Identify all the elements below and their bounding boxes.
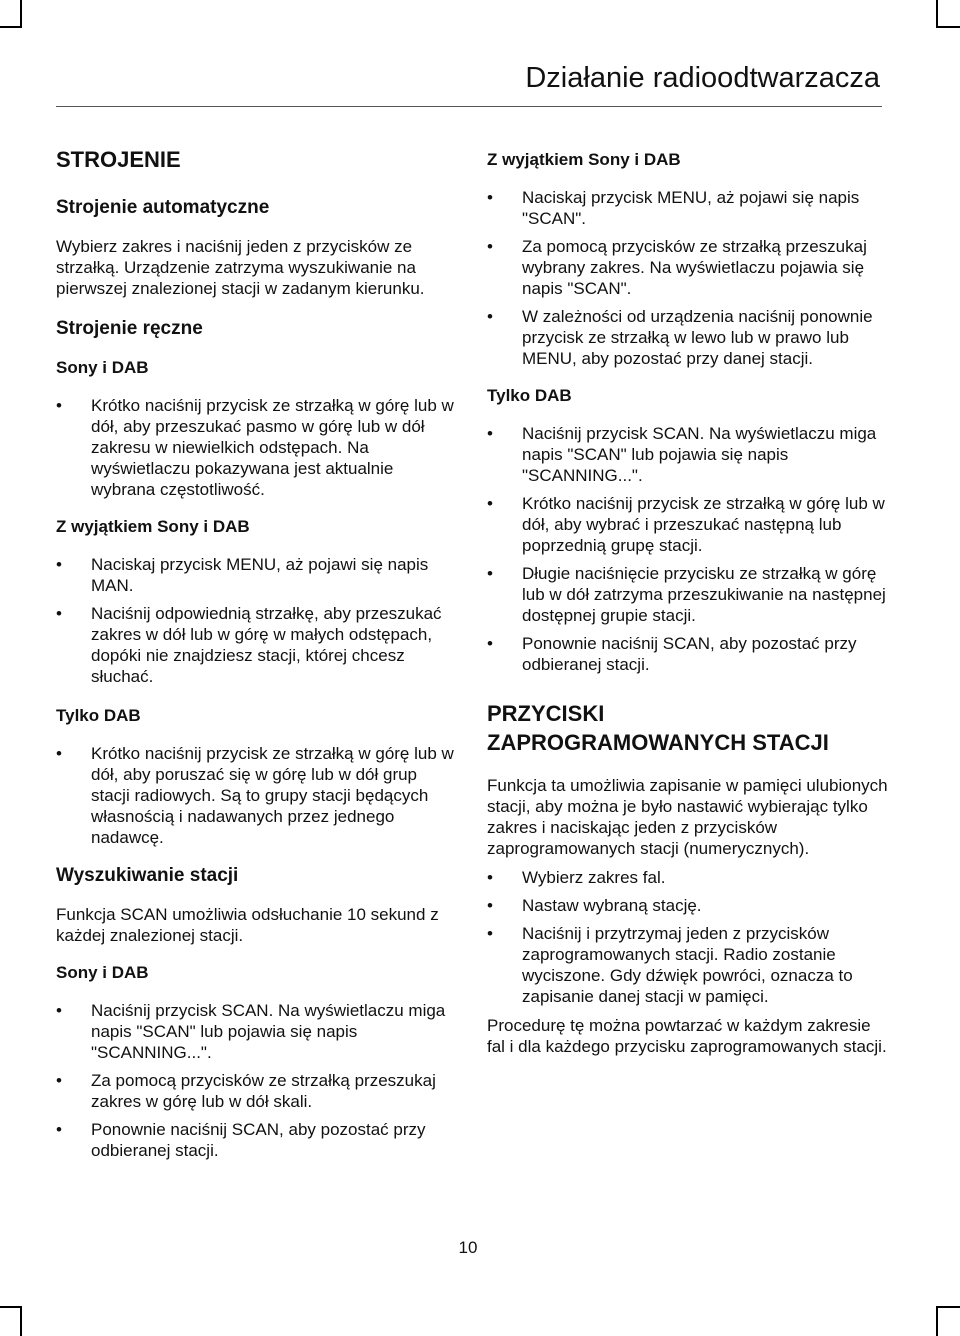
crop-mark-top-right bbox=[936, 0, 938, 28]
crop-mark-top-left-h bbox=[0, 26, 22, 28]
list-item: • Naciśnij przycisk SCAN. Na wyświetlaczu miga napis "SCAN" lub pojawia się napis "SCANNING...". bbox=[487, 424, 877, 485]
bullet-icon: • bbox=[487, 188, 493, 207]
subsection-title-manual: Strojenie ręczne bbox=[56, 318, 203, 339]
list-item: • Naciśnij przycisk SCAN. Na wyświetlaczu miga napis "SCAN" lub pojawia się napis "SCANNING...". bbox=[56, 1001, 446, 1062]
crop-mark-top-left bbox=[20, 0, 22, 28]
bullet-list-manual-dab bbox=[56, 743, 460, 848]
auto-paragraph: Wybierz zakres i naciśnij jeden z przycisków ze strzałką. Urządzenie zatrzyma wyszukiwanie na pierwszej znalezionej stacji w zadanym kierunku. bbox=[56, 237, 425, 298]
heading-scan-sony-dab: Sony i DAB bbox=[56, 963, 149, 982]
list-item: • Naciskaj przycisk MENU, aż pojawi się napis MAN. bbox=[56, 555, 429, 595]
bullet-icon: • bbox=[487, 494, 493, 513]
bullet-list-manual-except bbox=[56, 554, 460, 687]
bullet-list-presets bbox=[487, 867, 891, 1007]
bullet-icon: • bbox=[487, 868, 493, 887]
list-item: • Krótko naciśnij przycisk ze strzałką w górę lub w dół, aby wybrać i przeszukać następną lub poprzednią grupę stacji. bbox=[487, 494, 885, 555]
subsection-title-scan: Wyszukiwanie stacji bbox=[56, 865, 239, 886]
bullet-icon: • bbox=[487, 307, 493, 326]
crop-mark-bottom-right bbox=[936, 1306, 938, 1336]
bullet-icon: • bbox=[56, 555, 62, 574]
bullet-icon: • bbox=[487, 564, 493, 583]
section-title-presets-line2: ZAPROGRAMOWANYCH STACJI bbox=[487, 730, 829, 755]
section-title-presets-line1: PRZYCISKI bbox=[487, 701, 605, 726]
heading-sony-dab: Sony i DAB bbox=[56, 358, 149, 377]
list-item: • Krótko naciśnij przycisk ze strzałką w górę lub w dół, aby przeszukać pasmo w górę lub w dół zakresu w niewielkich odstępach. Na wyświetlaczu pokazywana jest aktualnie wybrana częstotliwość. bbox=[56, 396, 454, 499]
bullet-list-right-except bbox=[487, 187, 891, 369]
list-item: • Długie naciśnięcie przycisku ze strzałką w górę lub w dół zatrzyma przeszukiwanie na następnej dostępnej grupie stacji. bbox=[487, 564, 886, 625]
bullet-list-manual-sony-dab bbox=[56, 395, 460, 500]
list-item: • Naciśnij odpowiednią strzałkę, aby przeszukać zakres w dół lub w górę w małych odstępach, dopóki nie znajdziesz stacji, której chcesz słuchać. bbox=[56, 604, 442, 686]
page-header-title: Działanie radioodtwarzacza bbox=[525, 62, 880, 94]
crop-mark-bottom-left-h bbox=[0, 1306, 22, 1308]
presets-intro: Funkcja ta umożliwia zapisanie w pamięci ulubionych stacji, aby można je było nastawić wybierając tylko zakres i naciskając jeden z przycisków zaprogramowanych stacji (numerycznych). bbox=[487, 776, 888, 858]
bullet-icon: • bbox=[487, 896, 493, 915]
right-column bbox=[487, 146, 891, 1057]
presets-outro: Procedurę tę można powtarzać w każdym zakresie fal i dla każdego przycisku zaprogramowanych stacji. bbox=[487, 1016, 887, 1056]
bullet-icon: • bbox=[487, 237, 493, 256]
bullet-icon: • bbox=[56, 1001, 62, 1020]
list-item: • Nastaw wybraną stację. bbox=[487, 896, 702, 915]
heading-right-except-sony-dab: Z wyjątkiem Sony i DAB bbox=[487, 150, 681, 169]
list-item: • Wybierz zakres fal. bbox=[487, 868, 666, 887]
bullet-list-scan-sony-dab bbox=[56, 1000, 460, 1161]
bullet-list-right-dab bbox=[487, 423, 891, 675]
list-item: • Za pomocą przycisków ze strzałką przeszukaj wybrany zakres. Na wyświetlaczu pojawia się napis "SCAN". bbox=[487, 237, 867, 298]
crop-mark-top-right-h bbox=[936, 26, 960, 28]
bullet-icon: • bbox=[487, 634, 493, 653]
bullet-icon: • bbox=[56, 1120, 62, 1139]
list-item: • Ponownie naciśnij SCAN, aby pozostać przy odbieranej stacji. bbox=[487, 634, 857, 674]
list-item: • Za pomocą przycisków ze strzałką przeszukaj zakres w górę lub w dół skali. bbox=[56, 1071, 436, 1111]
scan-paragraph: Funkcja SCAN umożliwia odsłuchanie 10 sekund z każdej znalezionej stacji. bbox=[56, 905, 439, 945]
list-item: • W zależności od urządzenia naciśnij ponownie przycisk ze strzałką w lewo lub w prawo lub MENU, aby pozostać przy danej stacji. bbox=[487, 307, 873, 368]
header-rule bbox=[56, 106, 882, 107]
list-item: • Naciśnij i przytrzymaj jeden z przycisków zaprogramowanych stacji. Radio zostanie wyciszone. Gdy dźwięk powróci, oznacza to zapisanie danej stacji w pamięci. bbox=[487, 924, 853, 1006]
subsection-title-auto: Strojenie automatyczne bbox=[56, 197, 270, 218]
list-item: • Naciskaj przycisk MENU, aż pojawi się napis "SCAN". bbox=[487, 188, 860, 228]
crop-mark-bottom-right-h bbox=[936, 1306, 960, 1308]
heading-right-dab-only: Tylko DAB bbox=[487, 386, 572, 405]
left-column bbox=[56, 146, 460, 1161]
bullet-icon: • bbox=[56, 604, 62, 623]
section-title-strojenie: STROJENIE bbox=[56, 147, 181, 172]
section-title-presets bbox=[487, 699, 891, 757]
bullet-icon: • bbox=[56, 396, 62, 415]
list-item: • Krótko naciśnij przycisk ze strzałką w górę lub w dół, aby poruszać się w górę lub w dół grup stacji radiowych. Są to grupy stacji będących własnością i nadawanych przez jednego nadawcę. bbox=[56, 744, 454, 847]
heading-dab-only: Tylko DAB bbox=[56, 706, 141, 725]
list-item: • Ponownie naciśnij SCAN, aby pozostać przy odbieranej stacji. bbox=[56, 1120, 426, 1160]
bullet-icon: • bbox=[487, 424, 493, 443]
heading-except-sony-dab: Z wyjątkiem Sony i DAB bbox=[56, 517, 250, 536]
crop-mark-bottom-left bbox=[20, 1306, 22, 1336]
page-number: 10 bbox=[458, 1238, 478, 1257]
bullet-icon: • bbox=[56, 744, 62, 763]
bullet-icon: • bbox=[487, 924, 493, 943]
bullet-icon: • bbox=[56, 1071, 62, 1090]
